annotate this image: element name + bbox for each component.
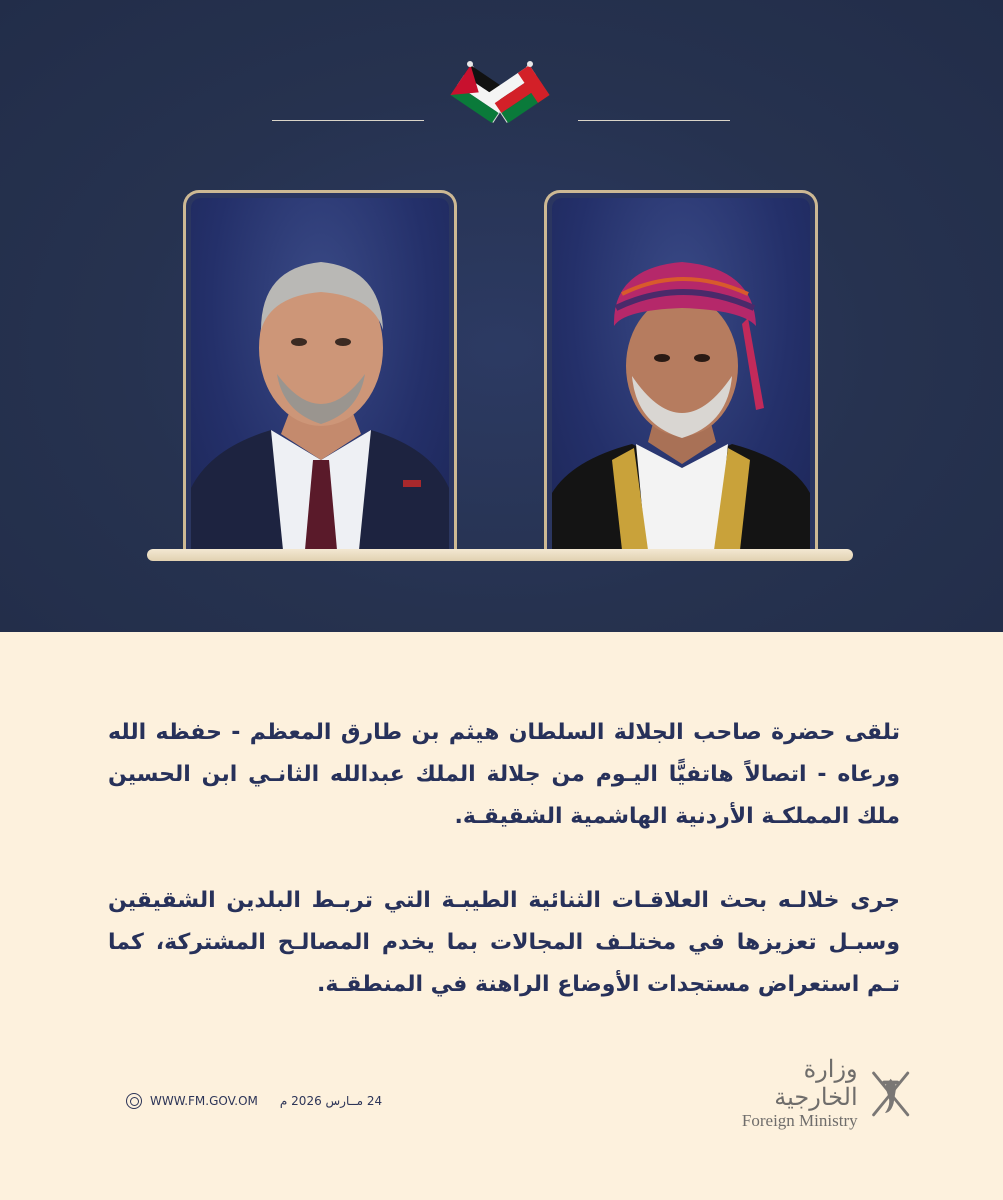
globe-icon (126, 1093, 142, 1109)
oman-emblem-icon (866, 1064, 915, 1122)
logo-english-text: Foreign Ministry (741, 1111, 858, 1130)
logo-arabic-text: وزارة الخارجية (774, 1055, 858, 1111)
portrait-frame-left (183, 190, 457, 552)
portrait-sultan-oman (552, 198, 810, 552)
divider-right (578, 120, 730, 121)
paragraph-2: جرى خلالـه بحث العلاقـات الثنائية الطيبـة التي تربـط البلدين الشقيقين وسبـل تعزيزها في مختلـف المجالات بما يخدم المصالـح المشتركة، كما تـم استعراض مستجدات الأوضاع الراهنة في المنطقـة. (108, 888, 900, 997)
paragraph-1: تلقى حضرة صاحب الجلالة السلطان هيثم بن طارق المعظم - حفظه الله ورعاه - اتصالاً هاتفيًّا اليـوم من جلالة الملك عبدالله الثانـي ابن الحسين ملك المملكـة الأردنية الهاشمية الشقيقـة. (108, 720, 900, 829)
foreign-ministry-logo (720, 1055, 915, 1130)
portrait-frame-right (544, 190, 818, 552)
divider-left (272, 120, 424, 121)
website-link[interactable]: WWW.FM.GOV.OM (150, 1094, 258, 1108)
publish-date: 24 مــارس 2026 م (279, 1094, 383, 1108)
portrait-king-jordan (191, 198, 449, 552)
announcement-text (108, 712, 900, 1006)
portrait-shelf (147, 549, 853, 561)
man-portrait-icon (552, 198, 810, 550)
footer-info (126, 1090, 382, 1112)
crossed-flags-icon (420, 52, 580, 152)
man-portrait-icon (191, 198, 449, 550)
